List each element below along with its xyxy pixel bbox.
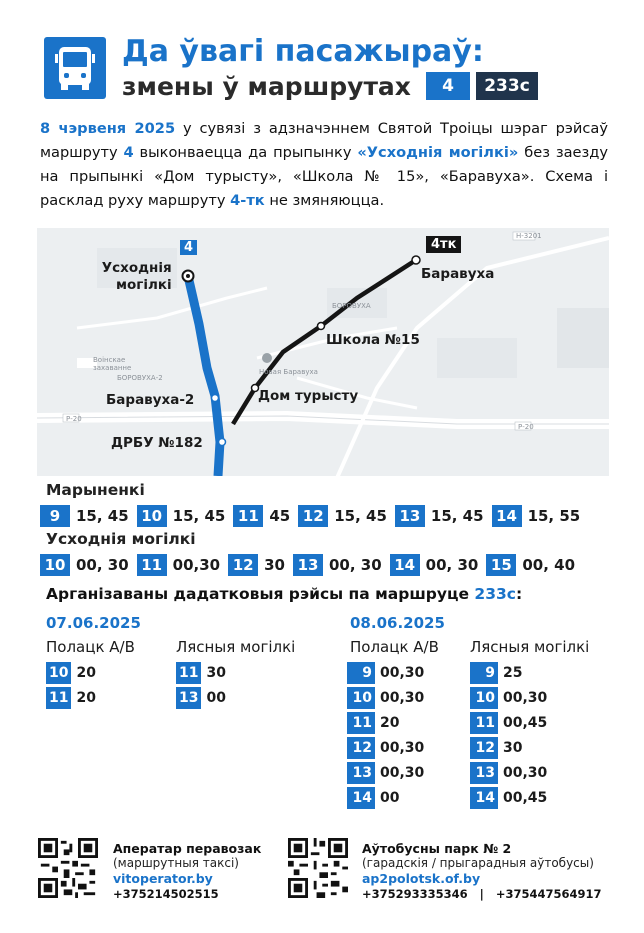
operator2-title: Аўтобусны парк № 2 <box>362 841 512 856</box>
qr-code-icon <box>38 838 98 898</box>
schedule-title-marynenki: Марыненкі <box>46 481 145 499</box>
hour-cell: 10 <box>137 505 167 527</box>
route-4tk-label: 4тк <box>426 236 461 253</box>
stop-label-school15: Школа №15 <box>326 332 420 348</box>
minutes-cell: 00,30 <box>380 665 425 681</box>
minutes-cell: 20 <box>380 715 400 731</box>
timetable-row <box>347 662 432 684</box>
timetable-row <box>470 787 555 809</box>
timetable-row <box>176 662 234 684</box>
stop-marker-drbu <box>219 439 226 446</box>
minutes-cell: 00 <box>206 690 226 706</box>
minutes-cell: 00,30 <box>503 690 548 706</box>
stop-label-dom-turystu: Дом турысту <box>258 388 359 404</box>
stop-label-uskhodnia: Усходнія могілкі <box>101 260 172 293</box>
minutes-cell: 00,45 <box>503 715 548 731</box>
hour-cell: 10 <box>46 662 71 684</box>
column-header-polatsk: Полацк А/В <box>350 638 439 656</box>
column-header-liasnyia: Лясныя могілкі <box>176 638 296 656</box>
stop-marker-baravukha2 <box>212 395 219 402</box>
minutes-cell: 30 <box>264 556 285 574</box>
timetable-row <box>347 762 432 784</box>
column-header-liasnyia: Лясныя могілкі <box>470 638 590 656</box>
minutes-cell: 30 <box>206 665 226 681</box>
timetable-row <box>470 762 555 784</box>
extra-date-2: 08.06.2025 <box>350 614 445 632</box>
hour-cell: 13 <box>176 687 201 709</box>
stop-label-baravukha: Баравуха <box>421 266 495 282</box>
minutes-cell: 00,30 <box>503 765 548 781</box>
map-place-label: Воінскае захаванне <box>93 356 132 372</box>
timetable-row <box>470 737 530 759</box>
operator1-subtitle: (маршрутныя таксі) <box>113 856 239 870</box>
minutes-cell: 00,30 <box>172 556 221 574</box>
hour-cell: 10 <box>347 687 375 709</box>
minutes-cell: 00, 40 <box>522 556 576 574</box>
map-place-label: Новая Баравуха <box>259 368 318 376</box>
page-subtitle: змены ў маршрутах <box>122 72 411 101</box>
route-badge-233s: 233с <box>476 72 538 100</box>
extra-date-1: 07.06.2025 <box>46 614 141 632</box>
hour-cell: 12 <box>228 554 258 576</box>
minutes-cell: 20 <box>76 690 96 706</box>
operator1-title: Аператар перавозак <box>113 841 262 856</box>
operator1-link[interactable]: vitoperator.by <box>113 871 213 886</box>
schedule-row-uskhodnia <box>40 554 583 576</box>
minutes-cell: 20 <box>76 665 96 681</box>
minutes-cell: 00, 30 <box>329 556 382 574</box>
timetable-row <box>347 712 407 734</box>
minutes-cell: 15, 45 <box>172 507 226 525</box>
minutes-cell: 00 <box>380 790 400 806</box>
minutes-cell: 00,30 <box>380 740 425 756</box>
minutes-cell: 15, 45 <box>430 507 484 525</box>
minutes-cell: 00,30 <box>380 765 425 781</box>
stop-marker-baravukha <box>412 256 420 264</box>
hour-cell: 12 <box>470 737 498 759</box>
map-road-label: Р-20 <box>66 415 82 423</box>
minutes-cell: 00,45 <box>503 790 548 806</box>
route-4-label: 4 <box>180 240 197 255</box>
hour-cell: 9 <box>347 662 375 684</box>
stop-label-baravukha2: Баравуха-2 <box>106 392 195 408</box>
timetable-row <box>46 662 104 684</box>
minutes-cell: 25 <box>503 665 523 681</box>
extra-trips-title: Арганізаваны дадатковыя рэйсы па маршруце 233с: <box>46 585 523 603</box>
stop-marker-school15 <box>318 323 325 330</box>
minutes-cell: 00, 30 <box>76 556 129 574</box>
operator2-link[interactable]: ap2polotsk.of.by <box>362 871 481 886</box>
operator2-phone: +375293335346 | +375447564917 <box>362 887 602 901</box>
minutes-cell: 45 <box>269 507 291 525</box>
hour-cell: 13 <box>470 762 498 784</box>
timetable-row <box>347 737 432 759</box>
hour-cell: 13 <box>347 762 375 784</box>
hour-cell: 14 <box>347 787 375 809</box>
hour-cell: 14 <box>492 505 522 527</box>
timetable-row <box>347 787 407 809</box>
qr-code-icon <box>288 838 348 898</box>
minutes-cell: 15, 45 <box>334 507 387 525</box>
hour-cell: 10 <box>470 687 498 709</box>
hour-cell: 15 <box>486 554 516 576</box>
timetable-row <box>46 687 104 709</box>
page-title: Да ўвагі пасажыраў: <box>122 34 484 69</box>
hour-cell: 10 <box>40 554 70 576</box>
minutes-cell: 00, 30 <box>425 556 479 574</box>
hour-cell: 14 <box>390 554 420 576</box>
bus-icon <box>44 37 106 99</box>
timetable-row <box>470 712 555 734</box>
hour-cell: 11 <box>470 712 498 734</box>
timetable-row <box>470 662 530 684</box>
hour-cell: 14 <box>470 787 498 809</box>
operator1-phone: +375214502515 <box>113 887 219 901</box>
route-map <box>37 228 609 476</box>
timetable-row <box>347 687 432 709</box>
hour-cell: 12 <box>347 737 375 759</box>
hour-cell: 12 <box>298 505 328 527</box>
hour-cell: 11 <box>347 712 375 734</box>
hour-cell: 9 <box>470 662 498 684</box>
minutes-cell: 15, 55 <box>527 507 581 525</box>
route-badge-4: 4 <box>426 72 470 100</box>
map-place-label: БОРОВУХА-2 <box>117 374 163 382</box>
stop-label-drbu: ДРБУ №182 <box>111 435 203 451</box>
schedule-row-marynenki <box>40 505 588 527</box>
minutes-cell: 15, 45 <box>76 507 129 525</box>
map-road-label: Р-20 <box>518 423 534 431</box>
minutes-cell: 00,30 <box>380 690 425 706</box>
hour-cell: 11 <box>46 687 71 709</box>
timetable-row <box>176 687 234 709</box>
hour-cell: 13 <box>395 505 425 527</box>
hour-cell: 11 <box>233 505 263 527</box>
map-road-label: Н-3201 <box>516 232 542 240</box>
minutes-cell: 30 <box>503 740 523 756</box>
notice-text: 8 чэрвеня 2025 у сувязі з адзначэннем Святой Троіцы шэраг рэйсаў маршруту 4 выконваецца да прыпынку «Усходнія могілкі» без заезду на прыпынкі «Дом турысту», «Школа № 15», «Баравуха». Схема і расклад руху маршруту 4-тк не змяняюцца. <box>40 120 609 209</box>
map-place-label: БОРОВУХА <box>332 302 371 310</box>
timetable-row <box>470 687 555 709</box>
hour-cell: 13 <box>293 554 323 576</box>
operator2-subtitle: (гарадскія / прыгарадныя аўтобусы) <box>362 856 594 870</box>
hour-cell: 9 <box>40 505 70 527</box>
hour-cell: 11 <box>176 662 201 684</box>
hour-cell: 11 <box>137 554 167 576</box>
column-header-polatsk: Полацк А/В <box>46 638 135 656</box>
schedule-title-uskhodnia: Усходнія могілкі <box>46 530 196 548</box>
